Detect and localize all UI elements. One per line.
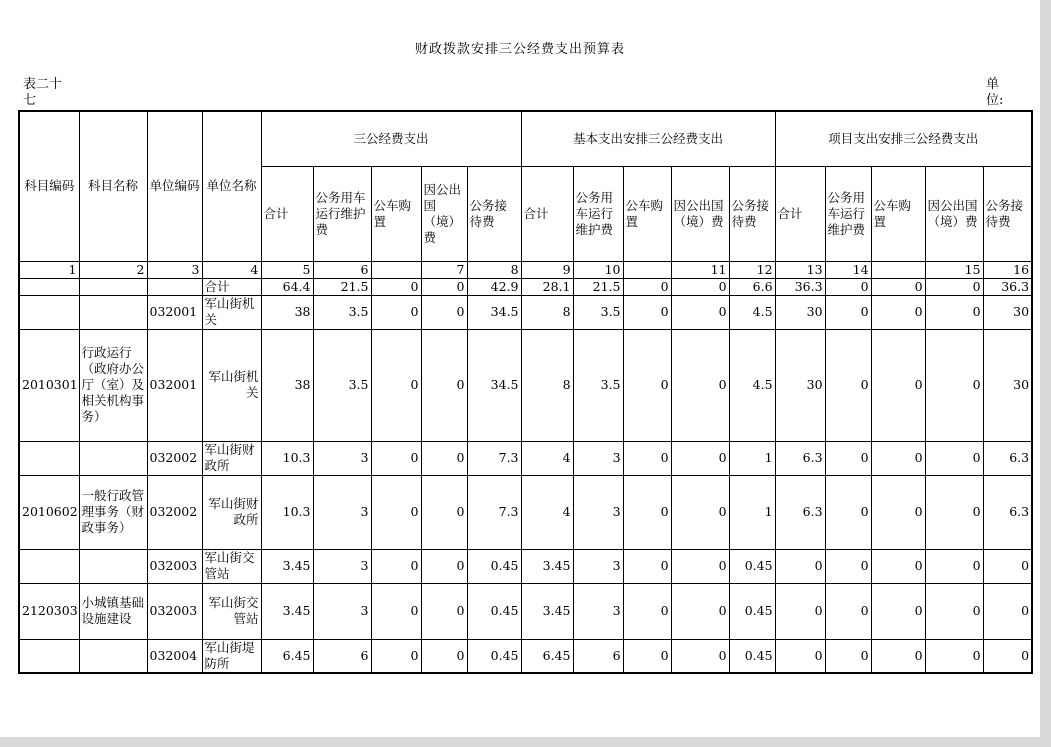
value-cell: 64.4	[261, 278, 313, 295]
value-cell: 3	[313, 583, 371, 639]
value-cell: 3.45	[261, 583, 313, 639]
value-cell: 0	[871, 639, 925, 673]
column-number-cell: 4	[202, 261, 261, 278]
value-cell: 0	[421, 475, 467, 549]
value-cell: 0	[671, 549, 729, 583]
page-title: 财政拨款安排三公经费支出预算表	[414, 42, 625, 57]
value-cell: 3.45	[261, 549, 313, 583]
value-cell: 0	[825, 475, 871, 549]
subheader-project-abroad: 因公出国（境）费	[925, 166, 983, 261]
subheader-total-total: 合计	[261, 166, 313, 261]
value-cell: 0	[671, 475, 729, 549]
value-cell: 0	[671, 639, 729, 673]
value-cell: 0	[775, 639, 825, 673]
subject-code-cell	[19, 278, 79, 295]
value-cell: 38	[261, 329, 313, 441]
value-cell: 7.3	[467, 441, 521, 475]
column-number-cell: 13	[775, 261, 825, 278]
column-number-cell: 16	[983, 261, 1032, 278]
value-cell: 6.3	[983, 475, 1032, 549]
unit-name-cell: 军山街财政所	[202, 441, 261, 475]
column-number-cell: 3	[147, 261, 202, 278]
value-cell: 0	[623, 475, 671, 549]
value-cell: 0	[671, 441, 729, 475]
value-cell: 10.3	[261, 441, 313, 475]
value-cell: 0	[421, 583, 467, 639]
value-cell: 0	[825, 278, 871, 295]
unit-name-cell: 军山街堤防所	[202, 639, 261, 673]
table-number-label: 表二十七	[23, 77, 63, 108]
value-cell: 3	[313, 475, 371, 549]
table-row	[19, 583, 1032, 639]
column-number-cell: 15	[925, 261, 983, 278]
subheader-total-vehicle-run: 公务用车运行维护费	[313, 166, 371, 261]
header-row-groups	[19, 111, 1032, 166]
value-cell: 0	[623, 295, 671, 329]
value-cell: 0	[671, 278, 729, 295]
value-cell: 0	[421, 639, 467, 673]
subheader-basic-vehicle-buy: 公车购置	[623, 166, 671, 261]
value-cell: 0	[825, 441, 871, 475]
value-cell: 3	[313, 441, 371, 475]
subject-name-cell: 一般行政管理事务（财政事务）	[79, 475, 147, 549]
value-cell: 0	[925, 441, 983, 475]
subheader-basic-vehicle-run: 公务用车运行维护费	[573, 166, 623, 261]
value-cell: 21.5	[313, 278, 371, 295]
value-cell: 6.3	[775, 441, 825, 475]
value-cell: 0	[825, 639, 871, 673]
column-number-cell: 5	[261, 261, 313, 278]
header-group-basic: 基本支出安排三公经费支出	[521, 111, 775, 166]
value-cell: 0	[825, 583, 871, 639]
column-number-cell: 2	[79, 261, 147, 278]
subject-name-cell: 行政运行（政府办公厅（室）及相关机构事务）	[79, 329, 147, 441]
value-cell: 6.3	[775, 475, 825, 549]
value-cell: 8	[521, 295, 573, 329]
unit-name-cell: 军山街机关	[202, 295, 261, 329]
value-cell: 6.45	[521, 639, 573, 673]
value-cell: 0	[925, 278, 983, 295]
value-cell: 0.45	[729, 639, 775, 673]
unit-name-cell: 军山街机关	[202, 329, 261, 441]
subheader-basic-reception: 公务接待费	[729, 166, 775, 261]
value-cell: 0	[871, 295, 925, 329]
value-cell: 0	[371, 329, 421, 441]
column-number-cell: 1	[19, 261, 79, 278]
value-cell: 0	[623, 549, 671, 583]
value-cell: 21.5	[573, 278, 623, 295]
column-number-cell	[371, 261, 421, 278]
value-cell: 0	[871, 278, 925, 295]
value-cell: 3.5	[313, 329, 371, 441]
value-cell: 0	[775, 549, 825, 583]
value-cell: 0	[623, 441, 671, 475]
subheader-total-reception: 公务接待费	[467, 166, 521, 261]
value-cell: 0.45	[729, 549, 775, 583]
value-cell: 0	[623, 278, 671, 295]
column-number-cell: 11	[671, 261, 729, 278]
value-cell: 0	[371, 583, 421, 639]
table-row	[19, 639, 1032, 673]
subject-name-cell	[79, 295, 147, 329]
column-number-cell: 6	[313, 261, 371, 278]
value-cell: 0	[671, 583, 729, 639]
value-cell: 0	[421, 329, 467, 441]
subheader-basic-total: 合计	[521, 166, 573, 261]
subheader-total-abroad: 因公出国（境）费	[421, 166, 467, 261]
value-cell: 3.45	[521, 583, 573, 639]
subject-code-cell	[19, 639, 79, 673]
header-group-project: 项目支出安排三公经费支出	[775, 111, 1032, 166]
subject-code-cell	[19, 295, 79, 329]
subheader-total-vehicle-buy: 公车购置	[371, 166, 421, 261]
value-cell: 8	[521, 329, 573, 441]
value-cell: 30	[983, 329, 1032, 441]
value-cell: 0	[371, 278, 421, 295]
subject-name-cell	[79, 549, 147, 583]
subheader-project-total: 合计	[775, 166, 825, 261]
value-cell: 4.5	[729, 329, 775, 441]
value-cell: 3.5	[573, 329, 623, 441]
value-cell: 0	[925, 475, 983, 549]
subheader-project-vehicle-run: 公务用车运行维护费	[825, 166, 871, 261]
column-number-cell	[871, 261, 925, 278]
value-cell: 3	[573, 583, 623, 639]
column-number-cell: 7	[421, 261, 467, 278]
value-cell: 7.3	[467, 475, 521, 549]
value-cell: 0	[371, 475, 421, 549]
subject-code-cell	[19, 441, 79, 475]
subject-code-cell	[19, 549, 79, 583]
value-cell: 6.6	[729, 278, 775, 295]
table-row	[19, 295, 1032, 329]
value-cell: 0	[983, 639, 1032, 673]
value-cell: 0	[623, 639, 671, 673]
subject-code-cell: 2010301	[19, 329, 79, 441]
unit-label: 单位:	[986, 77, 1004, 108]
value-cell: 34.5	[467, 329, 521, 441]
value-cell: 30	[775, 329, 825, 441]
value-cell: 0	[421, 295, 467, 329]
budget-table	[18, 110, 1033, 674]
unit-name-cell: 军山街交管站	[202, 583, 261, 639]
column-number-cell: 8	[467, 261, 521, 278]
value-cell: 3	[313, 549, 371, 583]
column-number-cell: 9	[521, 261, 573, 278]
header-row-column-numbers	[19, 261, 1032, 278]
value-cell: 0	[421, 278, 467, 295]
table-row	[19, 329, 1032, 441]
value-cell: 42.9	[467, 278, 521, 295]
subject-name-cell	[79, 278, 147, 295]
value-cell: 30	[983, 295, 1032, 329]
value-cell: 3	[573, 475, 623, 549]
value-cell: 6	[313, 639, 371, 673]
value-cell: 10.3	[261, 475, 313, 549]
value-cell: 4.5	[729, 295, 775, 329]
value-cell: 30	[775, 295, 825, 329]
value-cell: 0	[421, 549, 467, 583]
value-cell: 28.1	[521, 278, 573, 295]
value-cell: 3	[573, 549, 623, 583]
value-cell: 0	[371, 639, 421, 673]
subheader-project-reception: 公务接待费	[983, 166, 1032, 261]
value-cell: 0	[925, 583, 983, 639]
unit-code-cell	[147, 278, 202, 295]
value-cell: 0	[871, 329, 925, 441]
column-number-cell: 10	[573, 261, 623, 278]
value-cell: 0	[825, 295, 871, 329]
value-cell: 0	[623, 329, 671, 441]
value-cell: 0	[421, 441, 467, 475]
subject-code-cell: 2010602	[19, 475, 79, 549]
unit-code-cell: 032003	[147, 583, 202, 639]
value-cell: 0	[371, 441, 421, 475]
subheader-project-vehicle-buy: 公车购置	[871, 166, 925, 261]
value-cell: 1	[729, 475, 775, 549]
value-cell: 0	[983, 549, 1032, 583]
value-cell: 0	[983, 583, 1032, 639]
value-cell: 6.45	[261, 639, 313, 673]
value-cell: 36.3	[983, 278, 1032, 295]
value-cell: 0.45	[467, 639, 521, 673]
value-cell: 34.5	[467, 295, 521, 329]
unit-name-cell: 合计	[202, 278, 261, 295]
value-cell: 36.3	[775, 278, 825, 295]
value-cell: 0	[371, 295, 421, 329]
value-cell: 0	[623, 583, 671, 639]
column-number-cell: 12	[729, 261, 775, 278]
unit-code-cell: 032001	[147, 329, 202, 441]
value-cell: 38	[261, 295, 313, 329]
value-cell: 0	[925, 639, 983, 673]
value-cell: 0	[925, 549, 983, 583]
unit-code-cell: 032001	[147, 295, 202, 329]
value-cell: 0	[925, 329, 983, 441]
value-cell: 0	[925, 295, 983, 329]
table-row	[19, 549, 1032, 583]
unit-code-cell: 032003	[147, 549, 202, 583]
value-cell: 0	[825, 329, 871, 441]
value-cell: 0	[825, 549, 871, 583]
subject-name-cell: 小城镇基础设施建设	[79, 583, 147, 639]
value-cell: 0	[871, 441, 925, 475]
column-number-cell	[623, 261, 671, 278]
value-cell: 6	[573, 639, 623, 673]
value-cell: 1	[729, 441, 775, 475]
value-cell: 3.5	[573, 295, 623, 329]
value-cell: 4	[521, 475, 573, 549]
value-cell: 0	[871, 549, 925, 583]
subject-name-cell	[79, 639, 147, 673]
unit-code-cell: 032002	[147, 475, 202, 549]
value-cell: 0.45	[467, 583, 521, 639]
table-row	[19, 475, 1032, 549]
table-row	[19, 278, 1032, 295]
header-subject-name: 科目名称	[79, 111, 147, 261]
table-row	[19, 441, 1032, 475]
value-cell: 4	[521, 441, 573, 475]
subject-code-cell: 2120303	[19, 583, 79, 639]
value-cell: 0.45	[729, 583, 775, 639]
value-cell: 0	[671, 295, 729, 329]
unit-code-cell: 032004	[147, 639, 202, 673]
value-cell: 3.45	[521, 549, 573, 583]
value-cell: 0.45	[467, 549, 521, 583]
value-cell: 3.5	[313, 295, 371, 329]
subheader-basic-abroad: 因公出国（境）费	[671, 166, 729, 261]
value-cell: 0	[871, 583, 925, 639]
header-subject-code: 科目编码	[19, 111, 79, 261]
value-cell: 3	[573, 441, 623, 475]
subject-name-cell	[79, 441, 147, 475]
value-cell: 0	[371, 549, 421, 583]
unit-code-cell: 032002	[147, 441, 202, 475]
header-group-total: 三公经费支出	[261, 111, 521, 166]
value-cell: 0	[671, 329, 729, 441]
value-cell: 0	[775, 583, 825, 639]
unit-name-cell: 军山街财政所	[202, 475, 261, 549]
unit-name-cell: 军山街交管站	[202, 549, 261, 583]
column-number-cell: 14	[825, 261, 871, 278]
value-cell: 6.3	[983, 441, 1032, 475]
header-unit-code: 单位编码	[147, 111, 202, 261]
value-cell: 0	[871, 475, 925, 549]
header-unit-name: 单位名称	[202, 111, 261, 261]
